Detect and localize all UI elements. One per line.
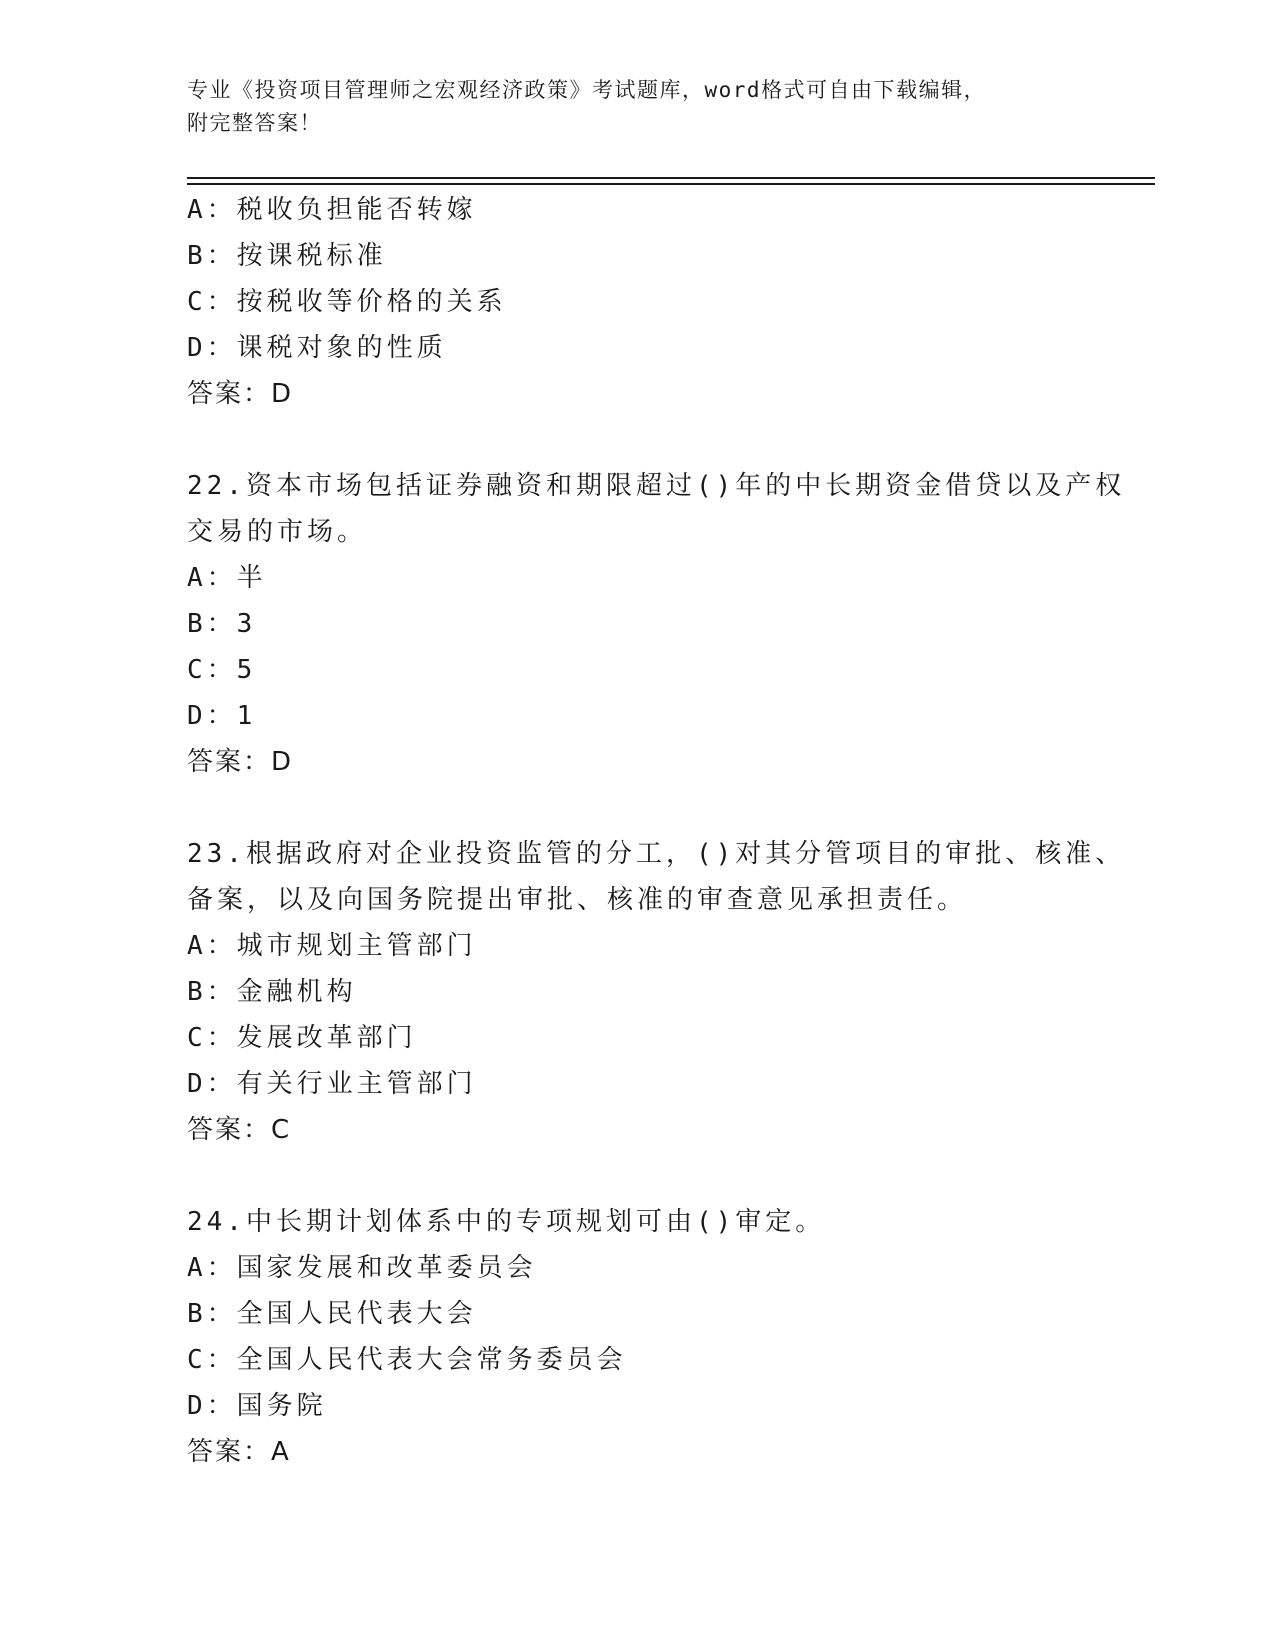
question-stem-line-1: 23.根据政府对企业投资监管的分工，()对其分管项目的审批、核准、 (187, 839, 1126, 869)
document-header (187, 74, 1067, 140)
question-spacer (187, 785, 1087, 831)
option-a: A：税收负担能否转嫁 (187, 195, 477, 225)
option-a: A：半 (187, 563, 267, 593)
question-21 (187, 187, 1087, 417)
answer-line: 答案：A (187, 1437, 291, 1467)
question-stem-line-2: 备案，以及向国务院提出审批、核准的审查意见承担责任。 (187, 885, 968, 915)
answer-line: 答案：D (187, 379, 294, 409)
question-spacer (187, 417, 1087, 463)
answer-line: 答案：D (187, 747, 294, 777)
option-b: B：3 (187, 609, 257, 639)
answer-line: 答案：C (187, 1115, 292, 1145)
option-d: D：有关行业主管部门 (187, 1069, 477, 1099)
option-d: D：国务院 (187, 1391, 327, 1421)
option-c: C：按税收等价格的关系 (187, 287, 507, 317)
option-b: B：按课税标准 (187, 241, 387, 271)
option-b: B：金融机构 (187, 977, 357, 1007)
question-stem-line-2: 交易的市场。 (187, 517, 368, 547)
question-stem-line-1: 24.中长期计划体系中的专项规划可由()审定。 (187, 1207, 826, 1237)
option-c: C：全国人民代表大会常务委员会 (187, 1345, 627, 1375)
question-stem-line-1: 22.资本市场包括证券融资和期限超过()年的中长期资金借贷以及产权 (187, 471, 1126, 501)
option-a: A：城市规划主管部门 (187, 931, 477, 961)
question-spacer (187, 1153, 1087, 1199)
header-divider-bottom (187, 183, 1155, 185)
option-a: A：国家发展和改革委员会 (187, 1253, 537, 1283)
header-line-2: 附完整答案！ (187, 111, 322, 135)
option-c: C：5 (187, 655, 257, 685)
question-list (187, 187, 1126, 1475)
option-d: D：课税对象的性质 (187, 333, 447, 363)
header-line-1: 专业《投资项目管理师之宏观经济政策》考试题库，word格式可自由下载编辑， (187, 78, 987, 102)
option-c: C：发展改革部门 (187, 1023, 417, 1053)
question-24 (187, 1199, 1087, 1475)
question-23 (187, 831, 1126, 1153)
option-b: B：全国人民代表大会 (187, 1299, 477, 1329)
option-d: D：1 (187, 701, 257, 731)
header-divider-top (187, 177, 1155, 179)
question-22 (187, 463, 1126, 785)
